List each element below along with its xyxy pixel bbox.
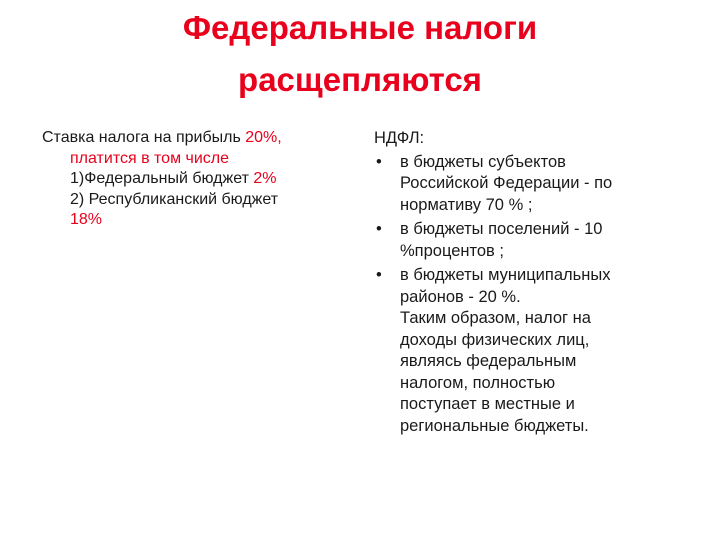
slide-title-line-1: Федеральные налоги	[182, 9, 538, 46]
list-item-line: %процентов ;	[400, 241, 504, 260]
bullet-icon: •	[376, 152, 382, 171]
list-item-line: поступает в местные и	[400, 395, 575, 413]
list-item-line: нормативу 70 % ;	[400, 195, 533, 214]
republic-budget-rate: 18%	[70, 211, 103, 228]
list-item-line: в бюджеты муниципальных	[400, 266, 611, 284]
profit-tax-label: Ставка налога на прибыль	[42, 129, 246, 146]
list-item-line: в бюджеты поселений - 10	[400, 220, 603, 238]
list-item	[374, 152, 674, 217]
list-item-line: районов - 20 %.	[400, 287, 521, 306]
profit-tax-line-3	[42, 169, 342, 190]
income-tax-bullet-list	[374, 152, 674, 438]
profit-tax-line-2: платится в том числе	[70, 149, 230, 167]
bullet-icon: •	[376, 220, 382, 238]
slide-title-line-2: расщепляются	[238, 61, 482, 98]
profit-tax-line-4: 2) Республиканский бюджет	[70, 190, 279, 208]
profit-tax-line-1	[42, 128, 342, 149]
list-item-line: Таким образом, налог на	[400, 309, 591, 327]
income-tax-heading: НДФЛ:	[374, 129, 425, 147]
bullet-icon: •	[376, 266, 382, 284]
list-item-line: являясь федеральным	[400, 352, 577, 370]
list-item-line: в бюджеты субъектов	[400, 152, 566, 171]
list-item-line: доходы физических лиц,	[400, 330, 590, 349]
list-item	[374, 219, 674, 262]
profit-tax-total-rate: 20%,	[245, 129, 282, 146]
list-item-line: Российской Федерации - по	[400, 174, 613, 192]
list-item	[374, 265, 674, 437]
slide-title	[60, 2, 660, 106]
list-item-line: налогом, полностью	[400, 373, 556, 392]
federal-budget-label: 1)Федеральный бюджет	[70, 170, 254, 187]
income-tax-column	[374, 128, 674, 440]
federal-budget-rate: 2%	[253, 170, 277, 187]
list-item-line: региональные бюджеты.	[400, 416, 589, 435]
profit-tax-column	[42, 128, 342, 231]
